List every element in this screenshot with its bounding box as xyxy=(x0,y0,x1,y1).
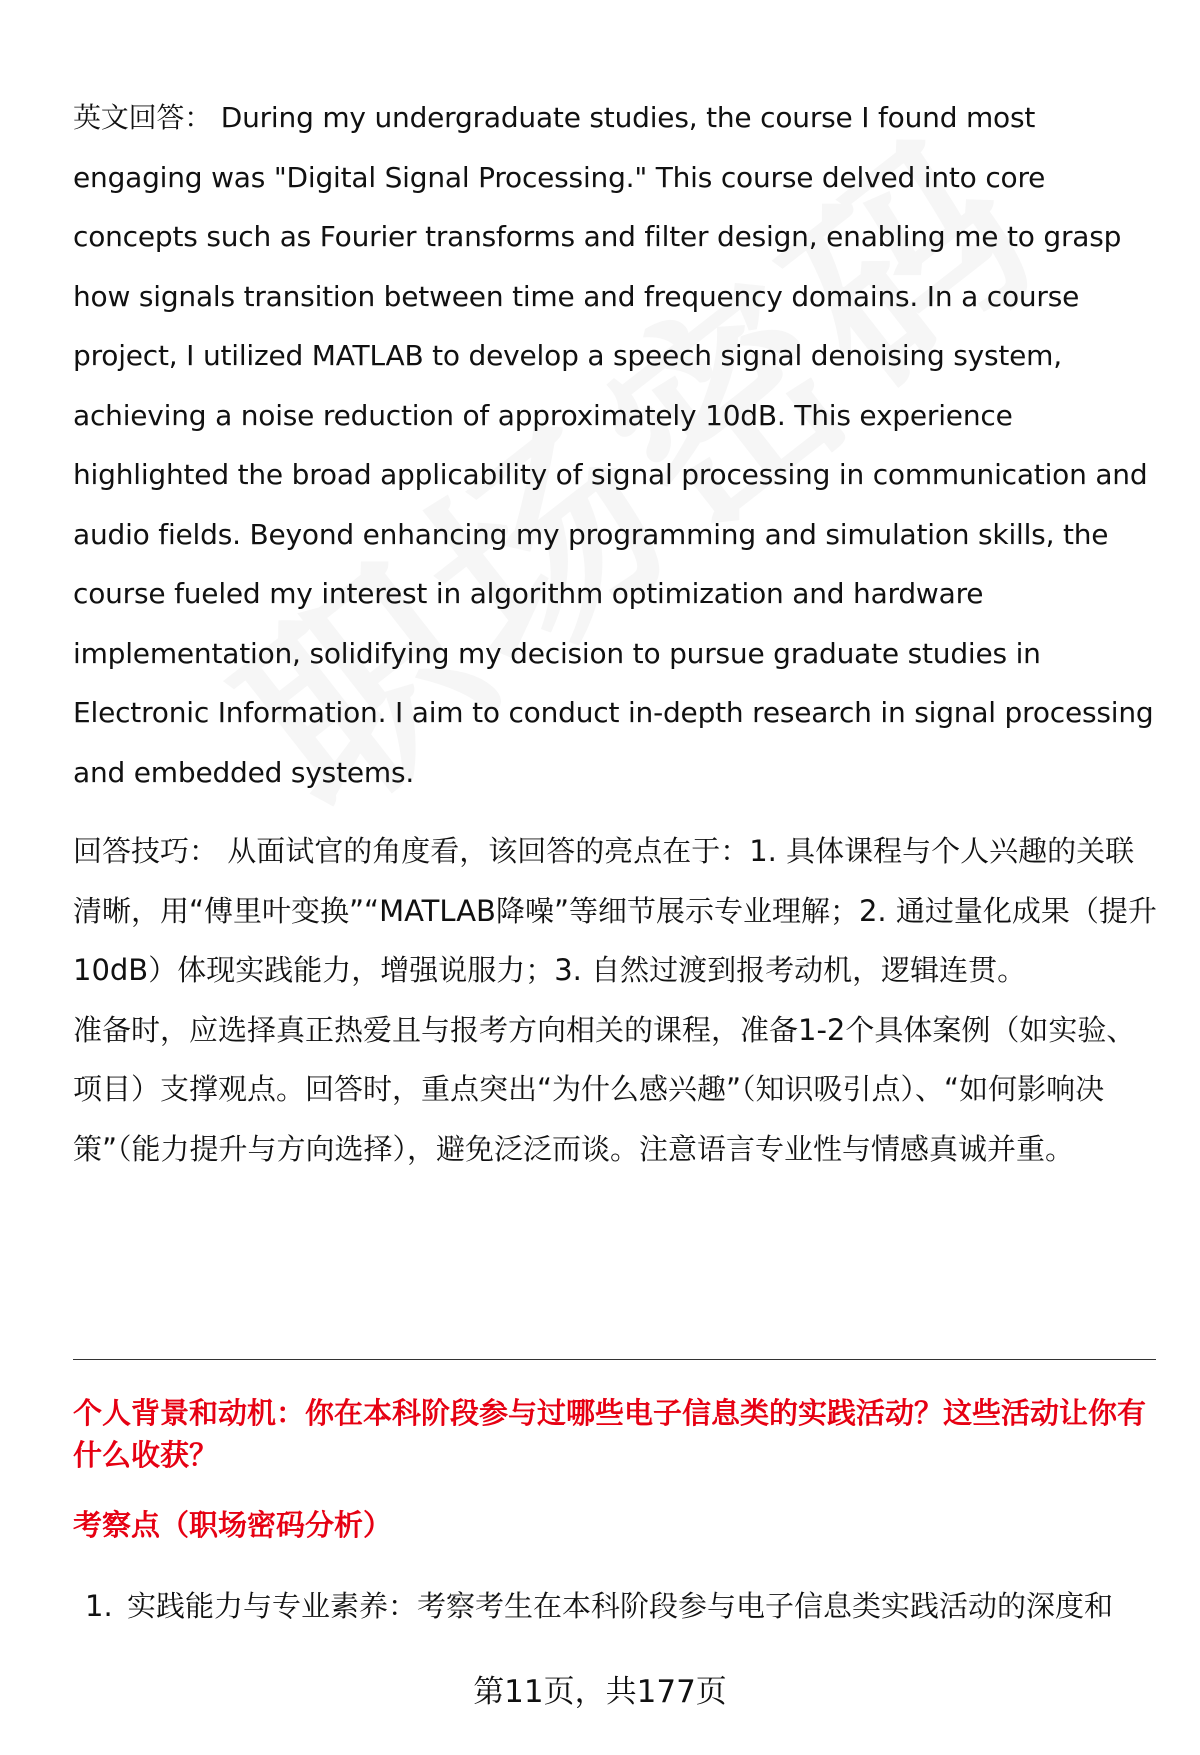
list-item-text: 实践能力与专业素养：考察考生在本科阶段参与电子信息类实践活动的深度和 xyxy=(127,1589,1114,1623)
page-number-footer: 第11页，共177页 xyxy=(473,1674,727,1710)
list-item-number: 1. xyxy=(85,1589,113,1623)
english-answer-text: During my undergraduate studies, the course I found most engaging was "Digital Signal Processing." This course delved into core concepts such as Fourier transforms and filter design, enabling me to grasp how signals transition between time and frequency domains. In a course project, I utilized MATLAB to develop a speech signal denoising system, achieving a noise reduction of approximately 10dB. This experience highlighted the broad applicability of signal processing in communication and audio fields. Beyond enhancing my programming and simulation skills, the course fueled my interest in algorithm optimization and hardware implementation, solidifying my decision to pursue graduate studies in Electronic Information. I aim to conduct in-depth research in signal processing and embedded systems. xyxy=(73,101,1154,789)
points-list xyxy=(85,1585,1165,1627)
section-heading: 考察点（职场密码分析） xyxy=(73,1508,393,1542)
tips-paragraph-1 xyxy=(73,822,1163,1001)
tips-text-1: 从面试官的角度看，该回答的亮点在于：1. 具体课程与个人兴趣的关联清晰，用“傅里叶变换”“MATLAB降噪”等细节展示专业理解；2. 通过量化成果（提升10dB）体现实践能力，增强说服力；3. 自然过渡到报考动机，逻辑连贯。 xyxy=(73,834,1157,987)
list-item xyxy=(85,1585,1165,1627)
question-heading: 个人背景和动机：你在本科阶段参与过哪些电子信息类的实践活动？这些活动让你有什么收获？ xyxy=(73,1396,1147,1472)
english-answer xyxy=(73,88,1163,802)
answer-tips xyxy=(73,822,1163,1179)
tips-paragraph-2: 准备时，应选择真正热爱且与报考方向相关的课程，准备1-2个具体案例（如实验、项目）支撑观点。回答时，重点突出“为什么感兴趣”（知识吸引点）、“如何影响决策”（能力提升与方向选择），避免泛泛而谈。注意语言专业性与情感真诚并重。 xyxy=(73,1012,1136,1166)
english-answer-label: 英文回答： xyxy=(73,101,213,134)
answer-content xyxy=(73,88,1163,1179)
section-divider xyxy=(73,1359,1156,1360)
tips-label: 回答技巧： xyxy=(73,834,219,868)
